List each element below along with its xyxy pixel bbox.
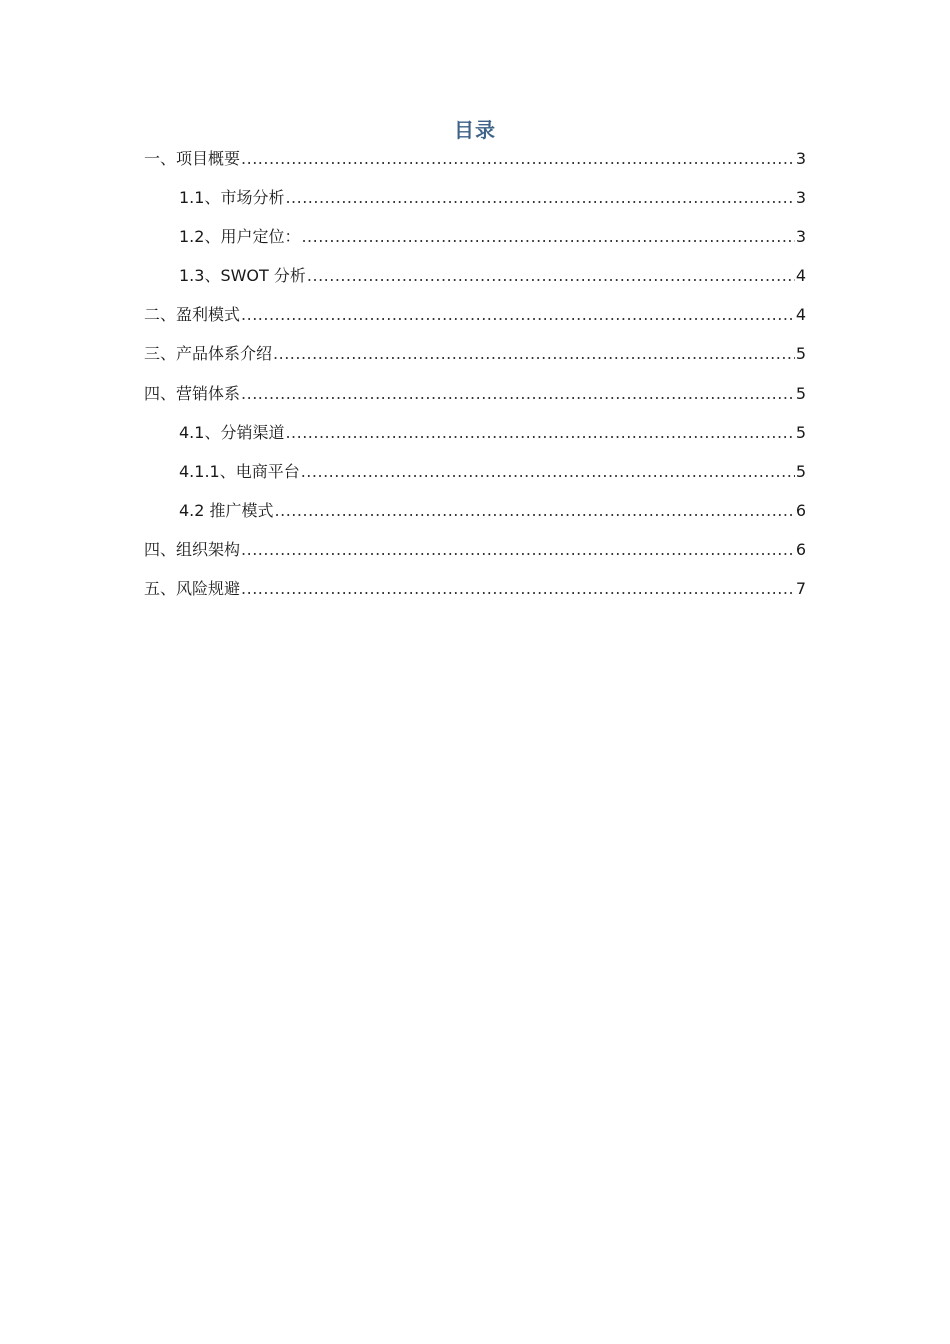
toc-entry-label: 二、盈利模式 — [144, 305, 241, 325]
toc-entry[interactable] — [144, 576, 806, 615]
toc-dot-leader — [241, 537, 795, 563]
toc-entry[interactable] — [144, 459, 806, 498]
toc-entry[interactable] — [144, 146, 806, 185]
toc-page-number: 3 — [795, 227, 806, 247]
toc-entry[interactable] — [144, 302, 806, 341]
toc-page-number: 7 — [795, 579, 806, 599]
toc-entry[interactable] — [144, 185, 806, 224]
toc-entry[interactable] — [144, 537, 806, 576]
toc-dot-leader — [307, 263, 795, 289]
toc-entry-label: 四、组织架构 — [144, 539, 241, 559]
toc-entry[interactable] — [144, 224, 806, 263]
toc-entry-label: 一、项目概要 — [144, 149, 241, 168]
toc-dot-leader — [273, 341, 795, 367]
toc-dot-leader — [275, 498, 795, 524]
toc-title: 目录 — [454, 118, 496, 142]
toc-dot-leader — [285, 420, 794, 446]
toc-dot-leader — [241, 302, 795, 328]
table-of-contents — [144, 146, 806, 615]
toc-entry-label: 五、风险规避 — [144, 579, 241, 599]
toc-entry[interactable] — [144, 381, 806, 420]
toc-entry-label: 三、产品体系介绍 — [144, 344, 273, 364]
toc-dot-leader — [241, 576, 795, 602]
toc-entry-label: 1.2、用户定位： — [179, 227, 301, 247]
toc-page-number: 3 — [795, 149, 806, 168]
toc-dot-leader — [301, 224, 794, 250]
toc-entry-label: 4.1、分销渠道 — [179, 422, 285, 442]
toc-page-number: 4 — [795, 305, 806, 325]
toc-page-number: 5 — [795, 461, 806, 481]
toc-entry[interactable] — [144, 498, 806, 537]
toc-page-number: 6 — [795, 500, 806, 520]
toc-entry-label: 4.1.1、电商平台 — [179, 461, 300, 481]
toc-entry[interactable] — [144, 420, 806, 459]
toc-page-number: 5 — [795, 422, 806, 442]
toc-dot-leader — [241, 146, 795, 172]
toc-entry-label: 四、营销体系 — [144, 383, 241, 403]
toc-dot-leader — [285, 185, 794, 211]
toc-entry-label: 4.2 推广模式 — [179, 500, 274, 520]
toc-entry-label: 1.1、市场分析 — [179, 188, 285, 208]
toc-page-number: 5 — [795, 383, 806, 403]
toc-page-number: 5 — [795, 344, 806, 364]
toc-page-number: 6 — [795, 539, 806, 559]
toc-dot-leader — [241, 381, 795, 407]
toc-page-number: 4 — [795, 266, 806, 286]
toc-dot-leader — [301, 459, 795, 485]
toc-entry-label: 1.3、SWOT 分析 — [179, 266, 306, 286]
toc-page-number: 3 — [795, 188, 806, 208]
toc-entry[interactable] — [144, 263, 806, 302]
toc-entry[interactable] — [144, 341, 806, 380]
